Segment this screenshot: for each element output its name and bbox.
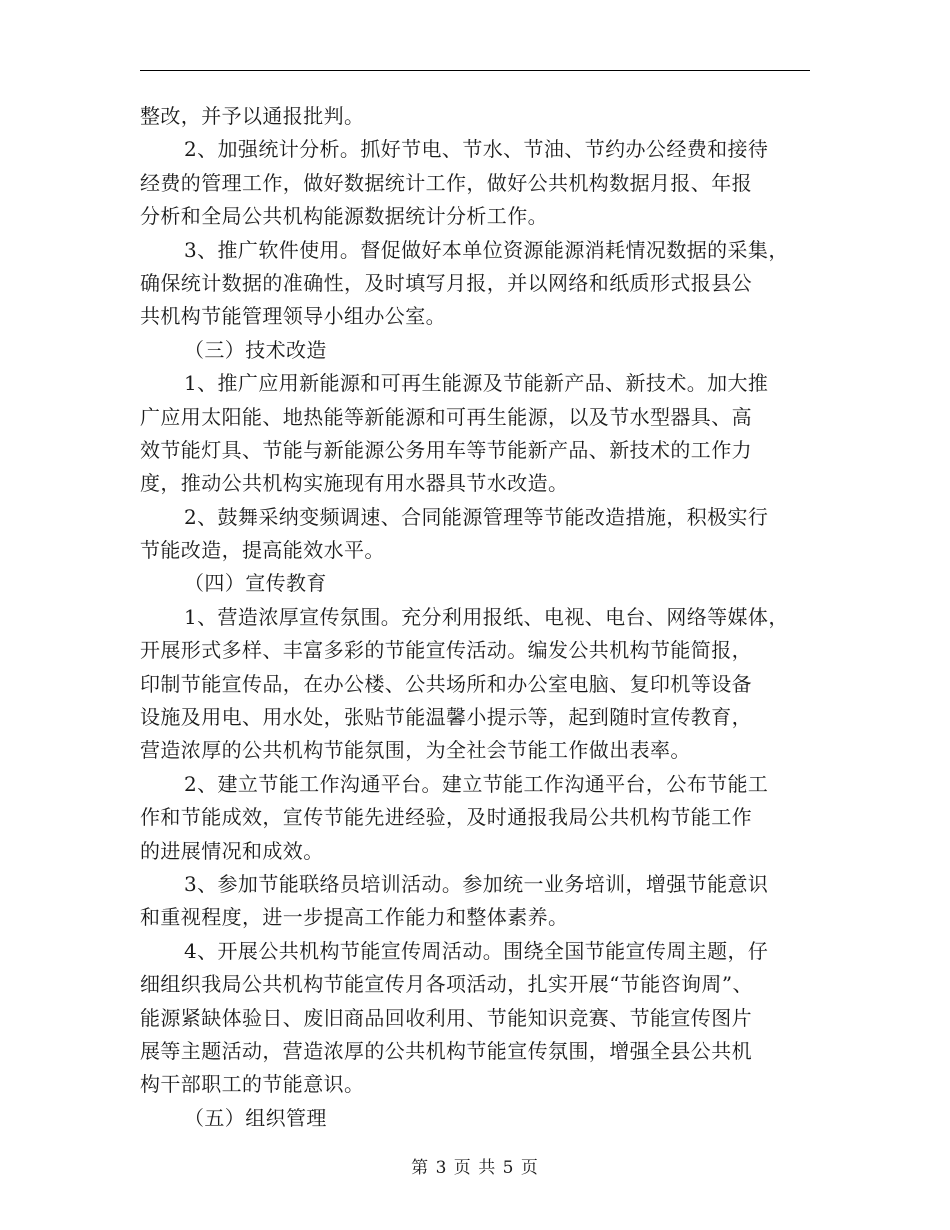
body-line: 展等主题活动，营造浓厚的公共机构节能宣传氛围，增强全县公共机 [140,1038,752,1063]
body-line: 开展形式多样、丰富多彩的节能宣传活动。编发公共机构节能简报， [140,638,752,663]
body-line: 整改，并予以通报批判。 [140,104,365,128]
body-line: 4、开展公共机构节能宣传周活动。围绕全国节能宣传周主题，仔 [184,938,769,963]
body-line: 分析和全局公共机构能源数据统计分析工作。 [140,204,548,229]
section-heading: （五）组织管理 [184,1105,327,1130]
body-line: 度，推动公共机构实施现有用水器具节水改造。 [140,471,569,496]
body-line: 3、推广软件使用。督促做好本单位资源能源消耗情况数据的采集， [184,237,789,262]
body-line: 能源紧缺体验日、废旧商品回收利用、节能知识竞赛、节能宣传图片 [140,1005,752,1030]
body-line: 节能改造，提高能效水平。 [140,538,385,563]
body-line: 经费的管理工作，做好数据统计工作，做好公共机构数据月报、年报 [140,170,752,195]
document-body [140,100,812,1135]
body-line: 细组织我局公共机构节能宣传月各项活动，扎实开展“节能咨询周”、 [140,972,753,997]
body-line: 确保统计数据的准确性，及时填写月报，并以网络和纸质形式报县公 [140,270,752,295]
body-line: 3、参加节能联络员培训活动。参加统一业务培训，增强节能意识 [184,871,769,896]
body-line: 1、推广应用新能源和可再生能源及节能新产品、新技术。加大推 [184,371,769,396]
body-line: 作和节能成效，宣传节能先进经验，及时通报我局公共机构节能工作 [140,805,752,830]
body-line: 设施及用电、用水处，张贴节能温馨小提示等，起到随时宣传教育， [140,705,752,730]
body-line: 共机构节能管理领导小组办公室。 [140,304,446,329]
body-line: 的进展情况和成效。 [140,838,324,863]
section-heading: （三）技术改造 [184,337,327,362]
body-line: 2、加强统计分析。抓好节电、节水、节油、节约办公经费和接待 [184,137,769,162]
body-line: 营造浓厚的公共机构节能氛围，为全社会节能工作做出表率。 [140,738,691,763]
body-line: 效节能灯具、节能与新能源公务用车等节能新产品、新技术的工作力 [140,437,752,462]
body-line: 和重视程度，进一步提高工作能力和整体素养。 [140,905,569,930]
body-line: 2、鼓舞采纳变频调速、合同能源管理等节能改造措施，积极实行 [184,504,769,529]
body-line: 1、营造浓厚宣传氛围。充分利用报纸、电视、电台、网络等媒体， [184,604,789,629]
body-line: 印制节能宣传品，在办公楼、公共场所和办公室电脑、复印机等设备 [140,671,752,696]
section-heading: （四）宣传教育 [184,571,327,596]
body-line: 2、建立节能工作沟通平台。建立节能工作沟通平台，公布节能工 [184,771,769,796]
page-number-footer: 第 3 页 共 5 页 [411,1158,539,1178]
body-line: 构干部职工的节能意识。 [140,1072,365,1097]
body-line: 广应用太阳能、地热能等新能源和可再生能源，以及节水型器具、高 [140,404,752,429]
header-rule [140,70,810,71]
